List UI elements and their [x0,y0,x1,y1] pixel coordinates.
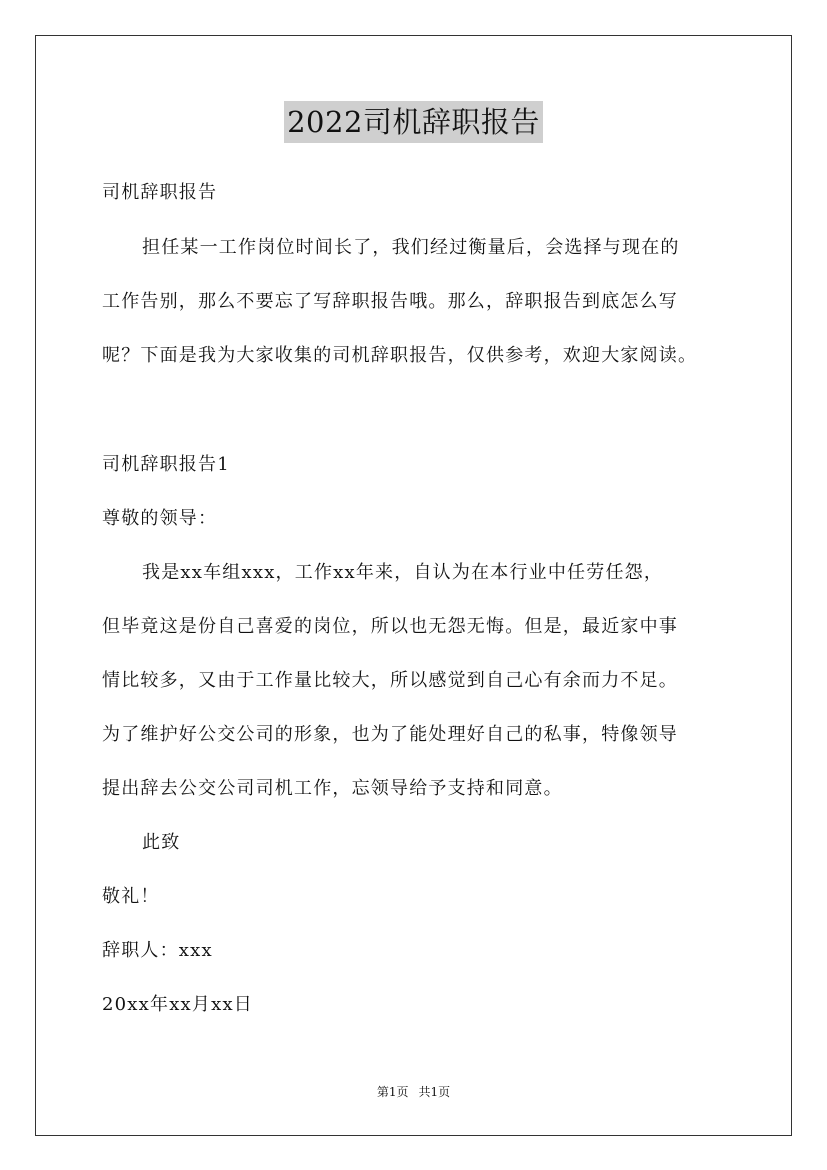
subtitle: 司机辞职报告 [102,182,218,203]
signer: 辞职人：xxx [102,940,213,961]
body-line-5: 提出辞去公交公司司机工作，忘领导给予支持和同意。 [102,778,563,799]
body-line-4: 为了维护好公交公司的形象，也为了能处理好自己的私事，特像领导 [102,724,678,745]
section-title: 司机辞职报告1 [102,454,230,475]
page-number: 第1页 [376,1085,409,1099]
body-line-2: 但毕竟这是份自己喜爱的岗位，所以也无怨无悔。但是，最近家中事 [102,616,678,637]
closing: 此致 [142,832,181,853]
document-title-wrap [0,101,827,143]
body-line-1: 我是xx车组xxx，工作xx年来，自认为在本行业中任劳任怨， [142,562,664,583]
page-total: 共1页 [418,1085,451,1099]
intro-line-3: 呢？下面是我为大家收集的司机辞职报告，仅供参考，欢迎大家阅读。 [102,345,698,366]
date: 20xx年xx月xx日 [102,994,254,1015]
intro-line-1: 担任某一工作岗位时间长了，我们经过衡量后，会选择与现在的 [142,237,680,258]
body-line-3: 情比较多，又由于工作量比较大，所以感觉到自己心有余而力不足。 [102,670,678,691]
intro-line-2: 工作告别，那么不要忘了写辞职报告哦。那么，辞职报告到底怎么写 [102,291,678,312]
document-title: 2022司机辞职报告 [284,101,543,143]
regards: 敬礼！ [102,886,160,907]
page-footer [0,1084,827,1100]
salutation: 尊敬的领导： [102,508,218,529]
